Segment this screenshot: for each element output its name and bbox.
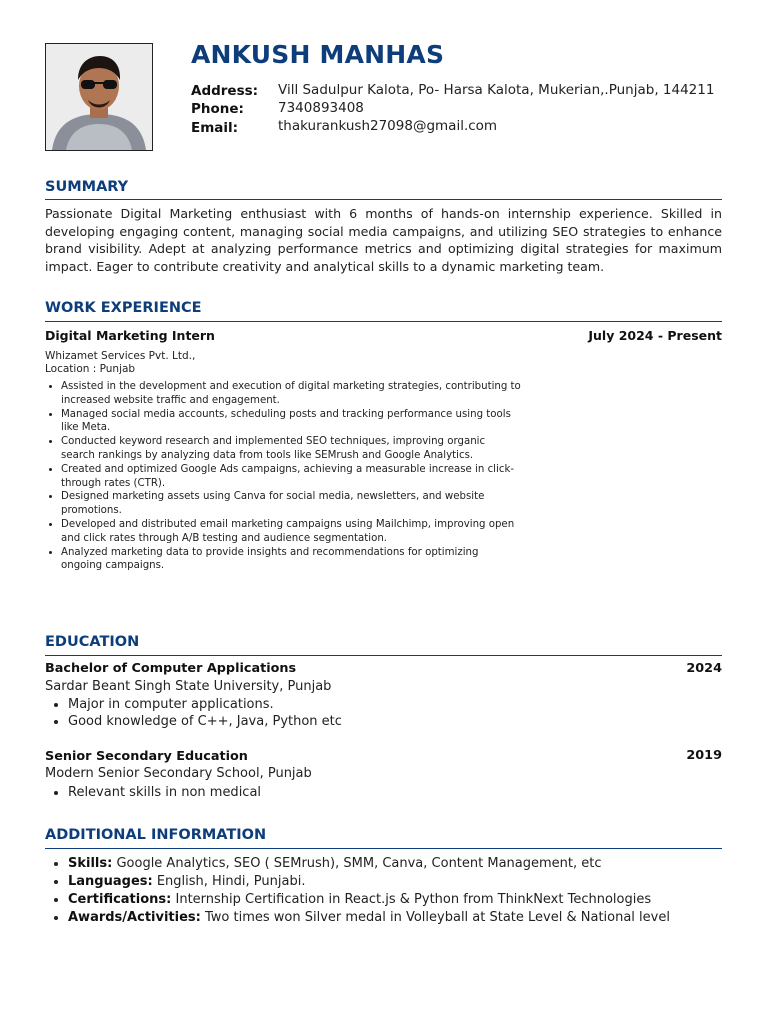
person-portrait-icon	[46, 44, 152, 150]
additional-item-skills	[68, 855, 670, 873]
section-divider	[45, 655, 722, 656]
degree-year: 2019	[686, 748, 722, 763]
additional-item-label: Certifications:	[68, 892, 172, 907]
profile-photo	[45, 43, 153, 151]
degree-title: Senior Secondary Education	[45, 749, 248, 764]
education-bullet-list	[45, 696, 342, 730]
degree-year: 2024	[686, 661, 722, 676]
job-location: Location : Punjab	[45, 363, 136, 375]
candidate-name: ANKUSH MANHAS	[191, 40, 445, 69]
education-bullet: • Good knowledge of C++, Java, Python etc	[68, 713, 342, 730]
work-bullet: • Conducted keyword research and implemented SEO techniques, improving organic search rankings by analyzing data from tools like SEMrush and Google Analytics.	[61, 435, 521, 463]
work-bullet: • Designed marketing assets using Canva for social media, newsletters, and website promotions.	[61, 490, 521, 518]
work-bullet: • Developed and distributed email marketing campaigns using Mailchimp, improving open and click rates through A/B testing and audience segmentation.	[61, 518, 521, 546]
additional-item-awards	[68, 909, 670, 927]
section-divider	[45, 321, 722, 322]
work-experience-heading: WORK EXPERIENCE	[45, 300, 202, 316]
additional-item-value: English, Hindi, Punjabi.	[152, 874, 306, 889]
work-bullet: • Analyzed marketing data to provide insights and recommendations for optimizing ongoing campaigns.	[61, 546, 521, 574]
education-heading: EDUCATION	[45, 634, 140, 650]
work-bullet: • Managed social media accounts, scheduling posts and tracking performance using tools like Meta.	[61, 408, 521, 436]
job-title: Digital Marketing Intern	[45, 328, 215, 343]
education-bullet: • Major in computer applications.	[68, 696, 342, 713]
work-bullet: • Created and optimized Google Ads campaigns, achieving a measurable increase in click-through rates (CTR).	[61, 463, 521, 491]
degree-title: Bachelor of Computer Applications	[45, 661, 297, 676]
work-bullet-list	[45, 380, 521, 573]
section-divider	[45, 199, 722, 200]
additional-item-value: Google Analytics, SEO ( SEMrush), SMM, Canva, Content Management, etc	[112, 856, 602, 871]
address-value: Vill Sadulpur Kalota, Po- Harsa Kalota, Mukerian,.Punjab, 144211	[278, 82, 715, 98]
additional-item-value: Two times won Silver medal in Volleyball at State Level & National level	[200, 910, 670, 925]
section-divider	[45, 848, 722, 849]
work-bullet: • Assisted in the development and execution of digital marketing strategies, contributing to increased website traffic and engagement.	[61, 380, 521, 408]
company-name: Whizamet Services Pvt. Ltd.,	[45, 350, 196, 362]
email-value[interactable]: thakurankush27098@gmail.com	[278, 118, 498, 134]
school-name: Sardar Beant Singh State University, Punjab	[45, 679, 332, 694]
additional-item-label: Skills:	[68, 856, 113, 871]
education-bullet-list	[45, 784, 261, 801]
additional-item-value: Internship Certification in React.js & Python from ThinkNext Technologies	[171, 892, 652, 907]
email-label: Email:	[191, 120, 239, 136]
education-bullet: • Relevant skills in non medical	[68, 784, 261, 801]
additional-item-certifications	[68, 891, 670, 909]
summary-heading: SUMMARY	[45, 179, 129, 195]
additional-item-label: Languages:	[68, 874, 153, 889]
phone-label: Phone:	[191, 101, 244, 117]
phone-value[interactable]: 7340893408	[278, 100, 364, 116]
additional-info-list	[45, 855, 670, 927]
summary-text: Passionate Digital Marketing enthusiast with 6 months of hands-on internship experience. Skilled in developing engaging content, managing social media campaigns, and utilizing SEO strategies to enhance brand visibility. Adept at analyzing performance metrics and optimizing digital strategies for maximum impact. Eager to contribute creativity and analytical skills to a dynamic marketing team.	[45, 206, 722, 274]
school-name: Modern Senior Secondary School, Punjab	[45, 766, 312, 781]
job-dates: July 2024 - Present	[588, 328, 722, 343]
additional-item-languages	[68, 873, 670, 891]
additional-information-heading: ADDITIONAL INFORMATION	[45, 827, 267, 843]
address-label: Address:	[191, 83, 259, 99]
additional-item-label: Awards/Activities:	[68, 910, 201, 925]
